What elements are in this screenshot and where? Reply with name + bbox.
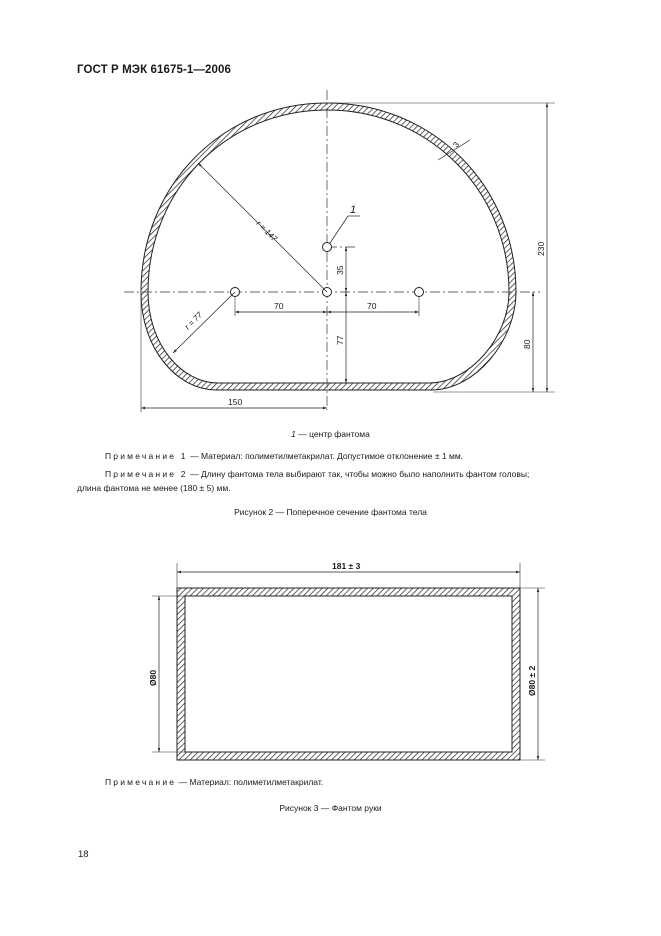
figure-2-caption: Рисунок 2 — Поперечное сечение фантома тела (234, 507, 427, 517)
dim-length: 181 ± 3 (332, 561, 361, 571)
figure-3-note-text: — Материал: полиметилметакрилат. (178, 777, 324, 787)
legend-number: 1 (291, 429, 296, 439)
dim-230: 230 (536, 241, 546, 256)
radius-147-label: r = 147 (254, 219, 279, 244)
note-2-text-line1: — Длину фантома тела выбирают так, чтобы можно было наполнить фантом головы; (190, 469, 530, 479)
figure-2-legend (0, 429, 661, 439)
note-2-label: Примечание 2 (105, 469, 188, 479)
arm-phantom-wall (177, 588, 520, 760)
dim-70-left: 70 (274, 301, 284, 311)
dim-80: 80 (522, 339, 532, 349)
figure-2-note-1 (105, 449, 463, 464)
dim-150: 150 (228, 397, 243, 407)
note-1-label: Примечание 1 (105, 451, 188, 461)
figure-2-cross-section-drawing (0, 0, 661, 430)
figure-2-note-2 (105, 467, 529, 482)
dim-outer-diameter: Ø80 ± 2 (527, 665, 537, 696)
figure-3-note-label: Примечание (105, 777, 177, 787)
hole-top (323, 243, 332, 252)
wall-thickness-label: 3 (451, 140, 462, 150)
dim-inner-diameter: Ø80 (148, 669, 158, 686)
figure-3-caption: Рисунок 3 — Фантом руки (279, 803, 382, 813)
page-number: 18 (78, 849, 89, 860)
figure-3-arm-phantom-drawing (140, 555, 560, 770)
radius-77-label: r = 77 (183, 310, 205, 332)
standard-code-header: ГОСТ Р МЭК 61675-1—2006 (77, 64, 231, 76)
legend-text: — центр фантома (298, 429, 370, 439)
figure-3-note (105, 775, 323, 790)
dim-70-right: 70 (367, 301, 377, 311)
note-1-text: — Материал: полиметилметакрилат. Допустимое отклонение ± 1 мм. (190, 451, 464, 461)
dim-35: 35 (335, 265, 345, 275)
note-2-text-line2: длина фантома не менее (180 ± 5) мм. (77, 483, 231, 493)
hole-right (415, 288, 424, 297)
dim-77: 77 (335, 335, 345, 345)
callout-1-label: 1 (350, 204, 357, 216)
